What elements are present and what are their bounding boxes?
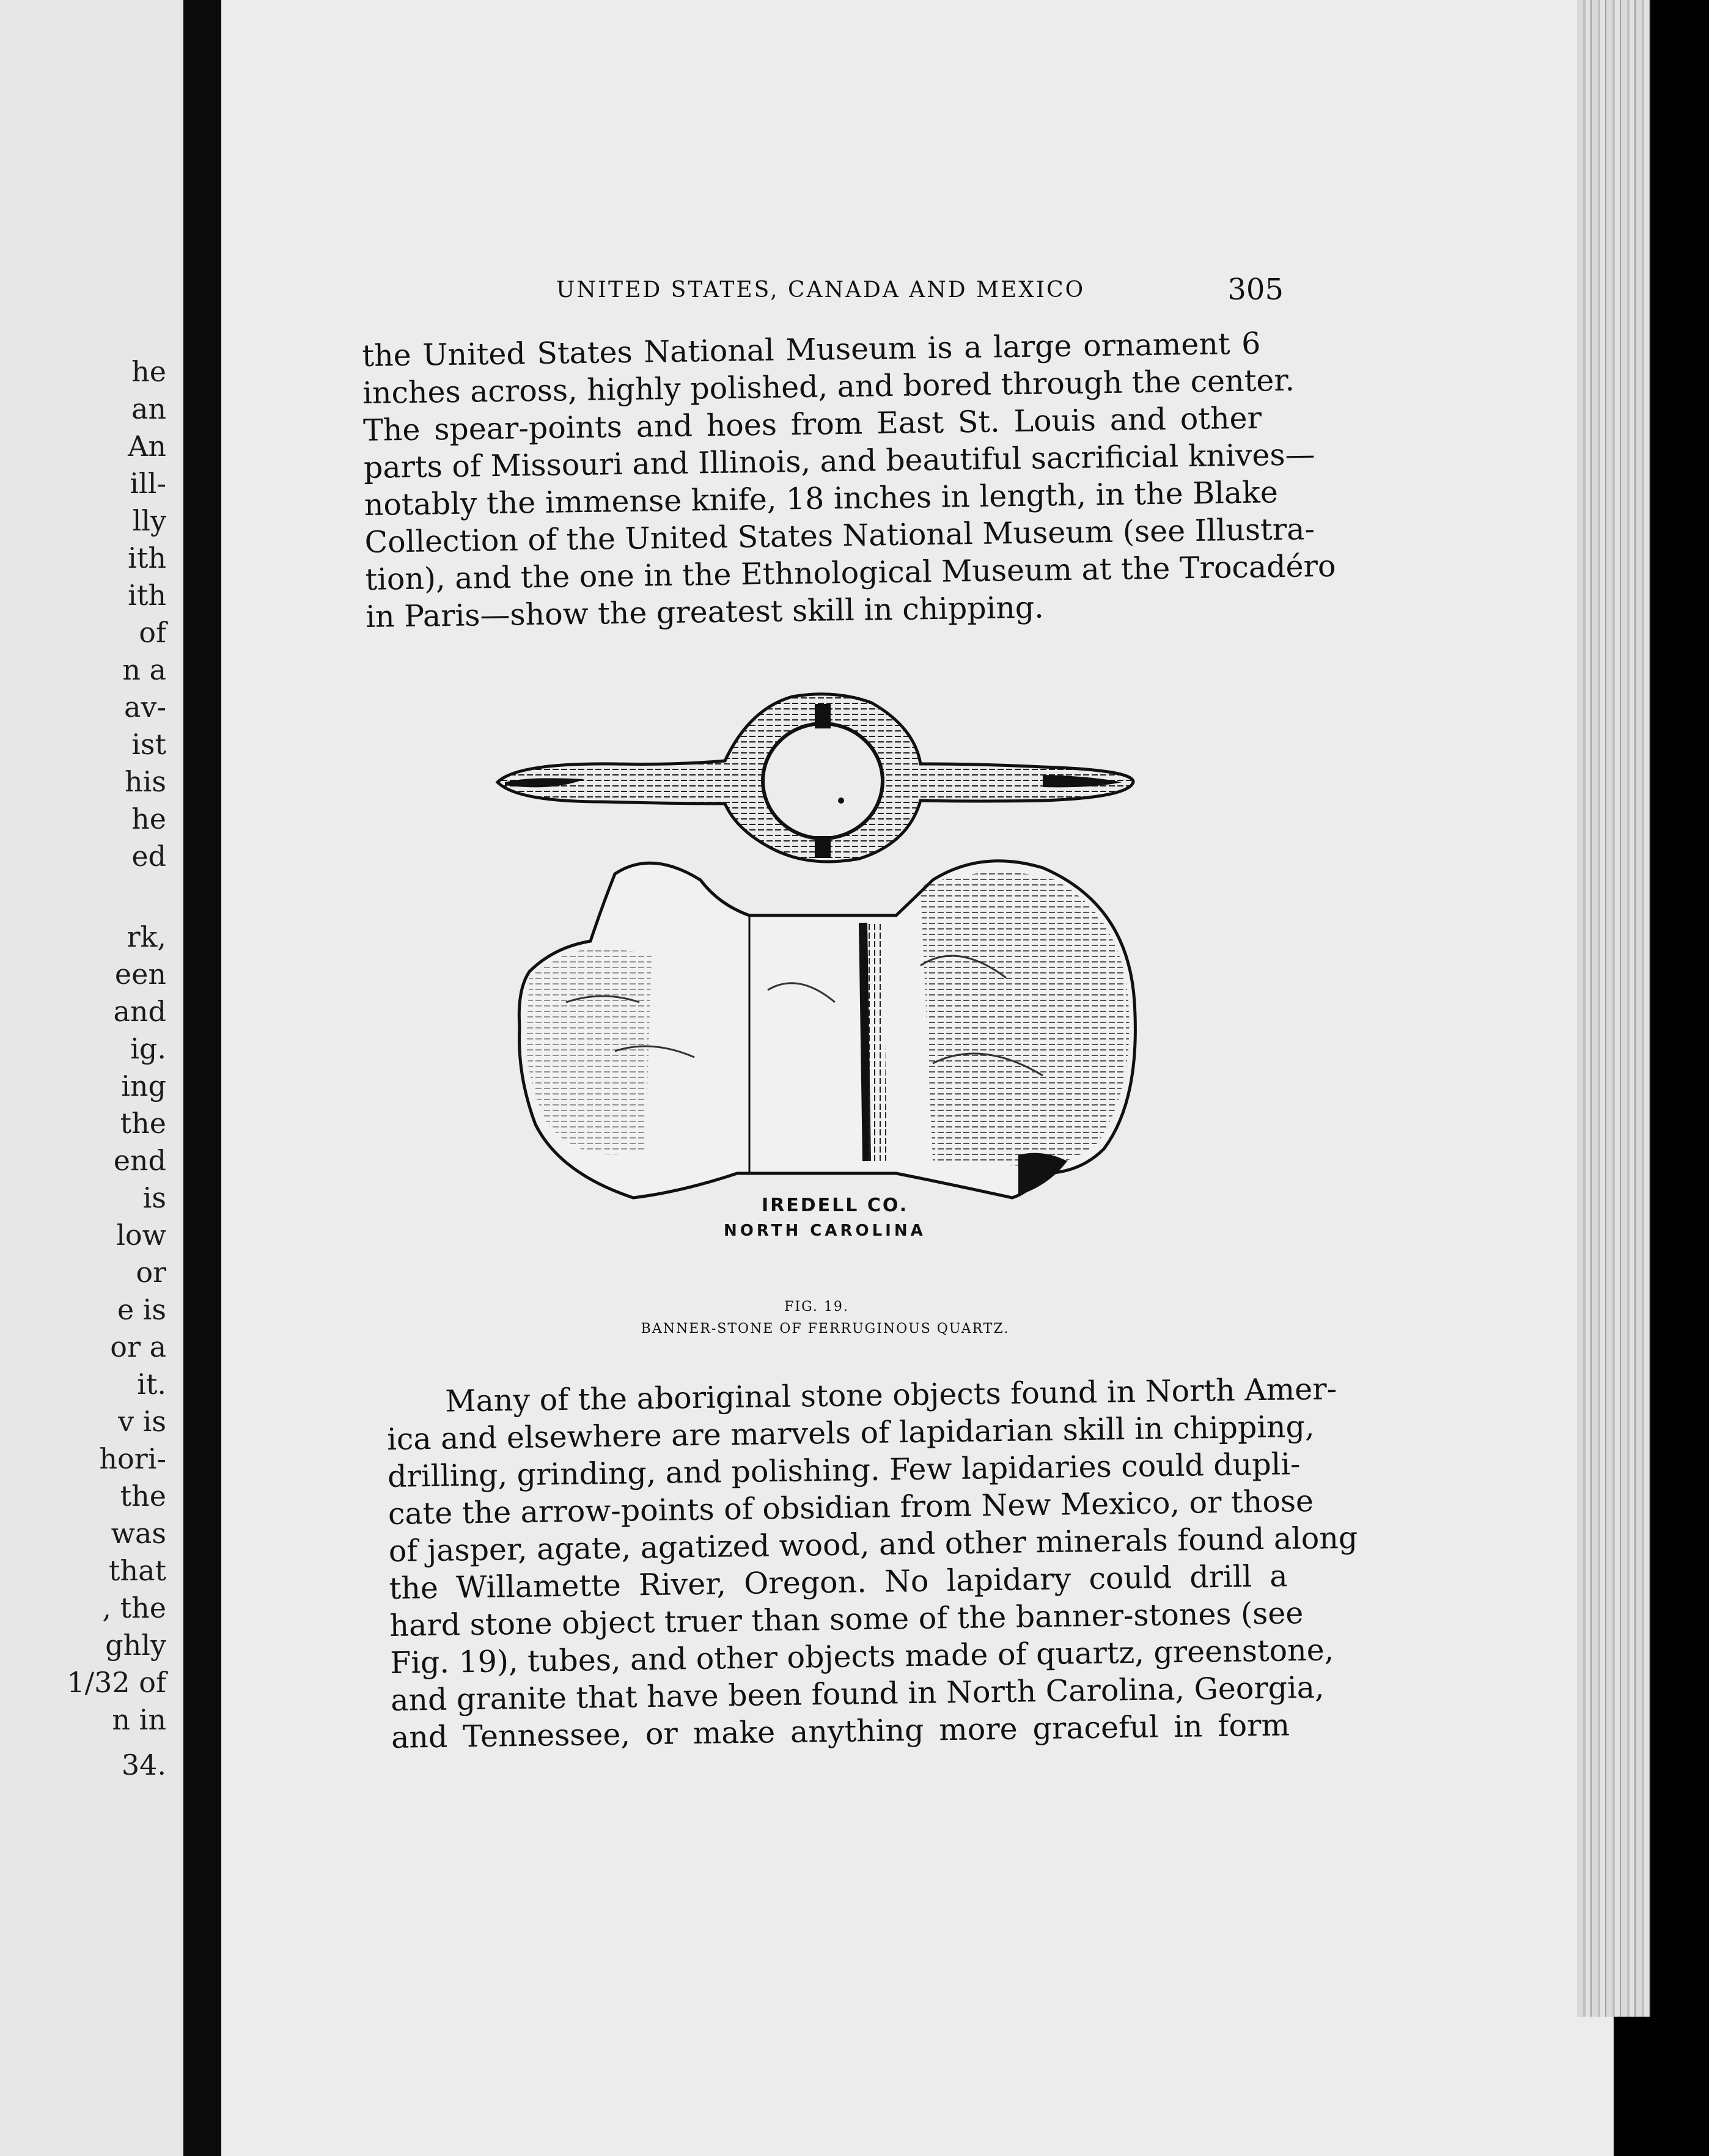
facing-page-line: ist xyxy=(131,728,166,761)
facing-page-line: ed xyxy=(131,840,166,873)
figure-label-county: IREDELL CO. xyxy=(762,1195,909,1216)
facing-page-line: rk, xyxy=(127,920,166,953)
facing-page-line: ill- xyxy=(130,467,166,500)
facing-page-line: ing xyxy=(121,1069,166,1102)
facing-page-line: av- xyxy=(124,691,166,724)
facing-page-line: v is xyxy=(118,1405,166,1438)
facing-page-line: that xyxy=(108,1554,166,1587)
facing-page-line: hori- xyxy=(99,1442,166,1475)
text-line: Fig. 19), tubes, and other objects made of quartz, greenstone, xyxy=(389,1632,1334,1681)
banner-stone-illustration xyxy=(493,684,1153,1271)
page-edges xyxy=(1577,0,1650,2017)
facing-page-line: was xyxy=(111,1517,166,1550)
text-line: Many of the aboriginal stone objects found in North Amer- xyxy=(445,1371,1337,1419)
text-line: and Tennessee, or make anything more graceful in form xyxy=(391,1707,1290,1755)
facing-page-line: end xyxy=(113,1144,166,1177)
text-line: the United States National Museum is a large ornament 6 xyxy=(362,326,1261,373)
facing-page-line: an xyxy=(131,392,166,425)
facing-page-line: , the xyxy=(102,1591,166,1624)
facing-page-line: or a xyxy=(110,1330,166,1363)
text-line: Collection of the United States National Museum (see Illustra- xyxy=(364,512,1315,560)
facing-page-line: ith xyxy=(128,541,166,574)
facing-page-line: lly xyxy=(132,504,166,537)
page-edge-shadow xyxy=(1650,0,1709,2156)
facing-page-fragment xyxy=(0,0,183,2156)
facing-page-line: n in xyxy=(112,1703,166,1736)
figure-caption: BANNER-STONE OF FERRUGINOUS QUARTZ. xyxy=(641,1321,1010,1336)
facing-page-line: ghly xyxy=(105,1629,166,1662)
paragraph-2 xyxy=(386,1371,1358,1756)
facing-page-line: it. xyxy=(137,1368,166,1401)
facing-page-line: een xyxy=(114,958,166,991)
page-number: 305 xyxy=(1227,273,1284,307)
text-line: inches across, highly polished, and bored through the center. xyxy=(362,362,1295,411)
facing-page-line: ig. xyxy=(130,1032,166,1065)
figure-label-state: NORTH CAROLINA xyxy=(724,1222,926,1240)
facing-page-line: and xyxy=(113,995,166,1028)
facing-page-line: the xyxy=(120,1480,166,1513)
running-head xyxy=(538,273,1296,309)
front-view xyxy=(519,861,1135,1198)
facing-page-line: is xyxy=(142,1181,166,1214)
figure-number: FIG. 19. xyxy=(784,1299,849,1314)
facing-page-line: e is xyxy=(117,1293,166,1326)
facing-page-line: An xyxy=(128,430,166,463)
facing-page-line: ith xyxy=(128,579,166,612)
book-gutter xyxy=(183,0,221,2156)
facing-page-line: 34. xyxy=(121,1748,166,1781)
text-line: and granite that have been found in North Carolina, Georgia, xyxy=(390,1670,1325,1718)
text-line: The spear-points and hoes from East St. Louis and other xyxy=(362,400,1262,448)
text-line: notably the immense knife, 18 inches in length, in the Blake xyxy=(364,475,1279,522)
facing-page-line: n a xyxy=(122,653,166,686)
text-line: of jasper, agate, agatized wood, and other minerals found along xyxy=(388,1520,1358,1569)
text-line: in Paris—show the greatest skill in chipping. xyxy=(365,590,1045,634)
facing-page-line: he xyxy=(131,802,166,835)
text-line: ica and elsewhere are marvels of lapidarian skill in chipping, xyxy=(386,1409,1315,1457)
running-title: UNITED STATES, CANADA AND MEXICO xyxy=(556,277,1086,302)
facing-page-line: the xyxy=(120,1107,166,1140)
facing-page-line: of xyxy=(139,616,166,649)
text-line: the Willamette River, Oregon. No lapidary could drill a xyxy=(389,1558,1288,1606)
facing-page-line: he xyxy=(131,355,166,388)
facing-page-line: low xyxy=(116,1219,166,1252)
banner-stone-drawing xyxy=(493,684,1153,1271)
top-view xyxy=(498,694,1133,862)
text-line: tion), and the one in the Ethnological Museum at the Trocadéro xyxy=(365,548,1336,597)
text-line: parts of Missouri and Illinois, and beautiful sacrificial knives— xyxy=(363,437,1315,485)
facing-page-line: his xyxy=(125,765,166,798)
text-line: cate the arrow-points of obsidian from New Mexico, or those xyxy=(388,1483,1314,1531)
text-line: drilling, grinding, and polishing. Few lapidaries could dupli- xyxy=(387,1447,1301,1494)
text-line: hard stone object truer than some of the banner-stones (see xyxy=(389,1596,1304,1643)
paragraph-1 xyxy=(362,324,1336,635)
facing-page-line: or xyxy=(136,1256,166,1289)
facing-page-line: 1/32 of xyxy=(67,1666,166,1699)
